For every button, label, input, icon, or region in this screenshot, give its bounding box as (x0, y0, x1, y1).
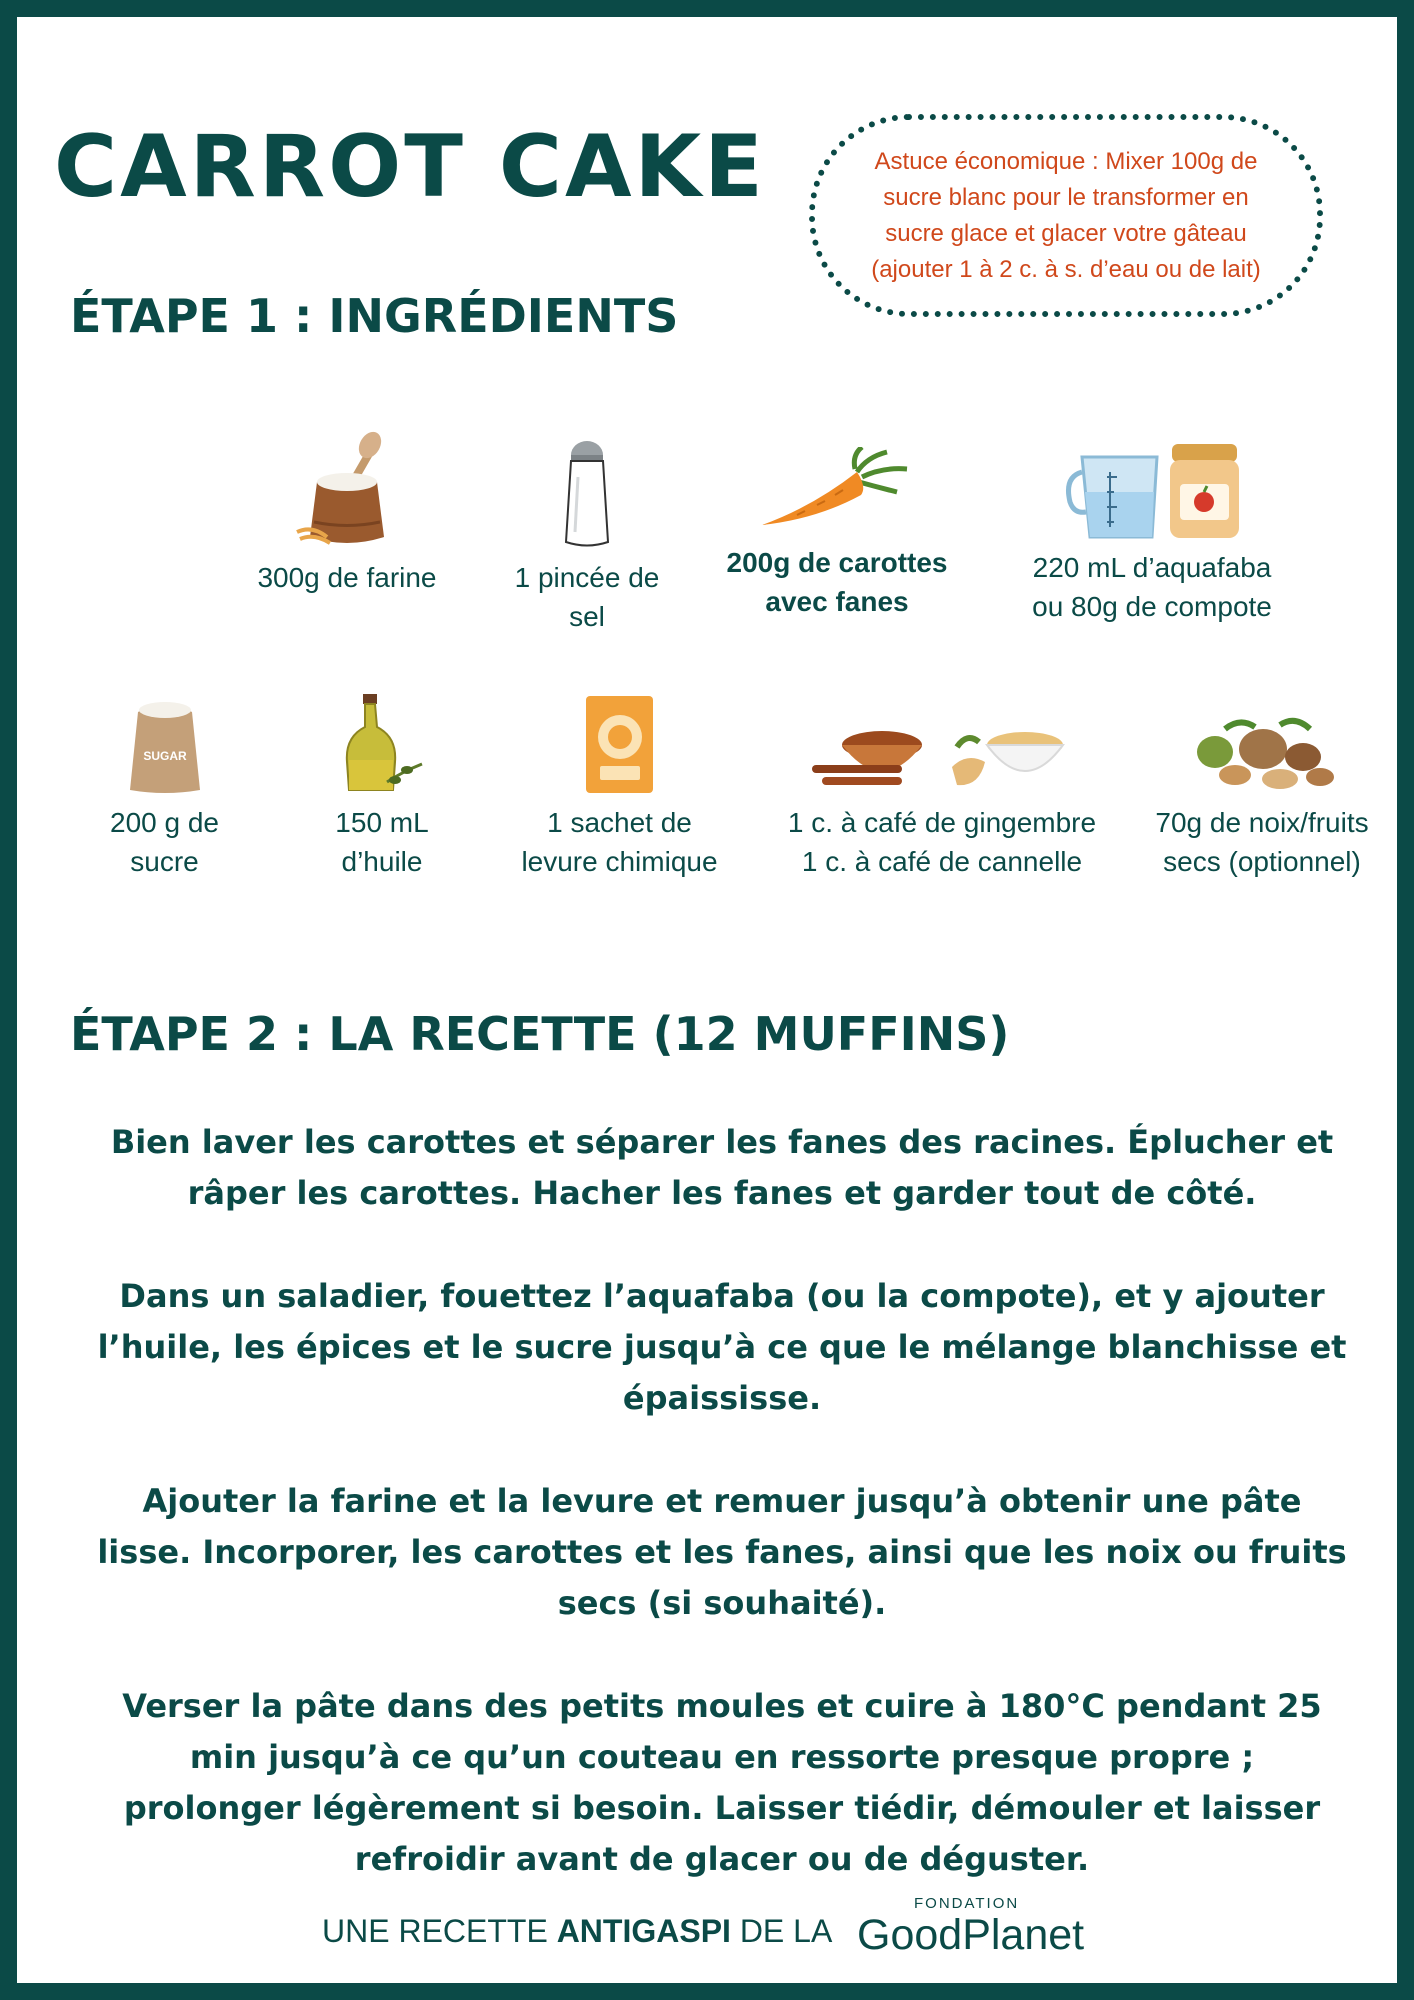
ingredient-label: 220 mL d’aquafaba (1032, 552, 1272, 583)
footer-bold: ANTIGASPI (556, 1913, 731, 1949)
step2-title: ÉTAPE 2 : LA RECETTE (12 MUFFINS) (70, 1007, 1010, 1061)
ingredient-label: 300g de farine (257, 562, 437, 593)
ingredient-label: 1 sachet de (547, 807, 692, 838)
ingredient-yeast (497, 692, 742, 881)
recipe-step-1: Bien laver les carottes et séparer les fanes des racines. Éplucher et râper les carottes. Hacher les fanes et garder tout de côté. (110, 1123, 1334, 1212)
ingredient-label: avec fanes (765, 586, 909, 617)
page (17, 17, 1397, 1983)
ingredient-spices (772, 707, 1112, 881)
ingredient-oil (302, 692, 462, 881)
carrot-icon (757, 447, 917, 537)
sugar-bag-icon (120, 692, 210, 797)
ingredient-label: ou 80g de compote (1032, 591, 1272, 622)
footer-prefix: UNE RECETTE (322, 1913, 557, 1949)
recipe-step-3: Ajouter la farine et la levure et remuer jusqu’à obtenir une pâte lisse. Incorporer, les carottes et les fanes, ainsi que les noix ou fruits secs (si souhaité). (97, 1482, 1347, 1622)
ingredient-label: 200 g de (110, 807, 219, 838)
ingredient-label: 1 c. à café de gingembre (787, 807, 1097, 838)
logo-big-text: GoodPlanet (857, 1911, 1085, 1959)
ingredient-label: d’huile (341, 846, 423, 877)
ingredient-sugar (77, 692, 252, 881)
salt-shaker-icon (552, 437, 622, 552)
tip-bubble (809, 114, 1323, 317)
recipe-step-4: Verser la pâte dans des petits moules et cuire à 180°C pendant 25 min jusqu’à ce qu’un couteau en ressorte presque propre ; prolonger légèrement si besoin. Laisser tiédir, démouler et laisser refroidir avant de glacer ou de déguster. (122, 1687, 1322, 1878)
recipe-steps (97, 1117, 1347, 1937)
tip-text: Astuce économique : Mixer 100g de sucre blanc pour le transformer en sucre glace et glacer votre gâteau (ajouter 1 à 2 c. à s. d’eau ou de lait) (871, 147, 1261, 283)
ingredient-carrots (707, 447, 967, 621)
logo-small-text: FONDATION (914, 1895, 1020, 1912)
page-title: CARROT CAKE (54, 117, 766, 217)
ingredient-label: 70g de noix/fruits (1155, 807, 1369, 838)
footer-suffix: DE LA (730, 1913, 833, 1949)
ingredient-label: levure chimique (521, 846, 718, 877)
recipe-step-2: Dans un saladier, fouettez l’aquafaba (ou la compote), et y ajouter l’huile, les épices et le sucre jusqu’à ce que le mélange blanchisse et épaississe. (97, 1277, 1347, 1417)
ingredient-label: 150 mL (335, 807, 429, 838)
sugar-bag-label: SUGAR (142, 749, 187, 763)
spices-icon (807, 707, 1077, 797)
ingredient-flour (227, 427, 467, 597)
ingredient-label: secs (optionnel) (1163, 846, 1361, 877)
yeast-packet-icon (582, 692, 657, 797)
step1-title: ÉTAPE 1 : INGRÉDIENTS (70, 289, 679, 343)
ingredient-label: sucre (130, 846, 199, 877)
ingredient-aquafaba (1007, 442, 1297, 626)
measuring-cup-jar-icon (1062, 442, 1242, 542)
nuts-icon (1185, 707, 1340, 797)
ingredient-salt (487, 437, 687, 636)
ingredient-label: 200g de carottes (726, 547, 948, 578)
ingredient-label: sel (569, 601, 605, 632)
ingredient-label: 1 pincée de (514, 562, 660, 593)
ingredient-nuts (1132, 707, 1392, 881)
flour-sack-icon (292, 427, 402, 552)
footer-text (322, 1913, 832, 1950)
ingredient-label: 1 c. à café de cannelle (801, 846, 1083, 877)
oil-bottle-icon (337, 692, 427, 797)
